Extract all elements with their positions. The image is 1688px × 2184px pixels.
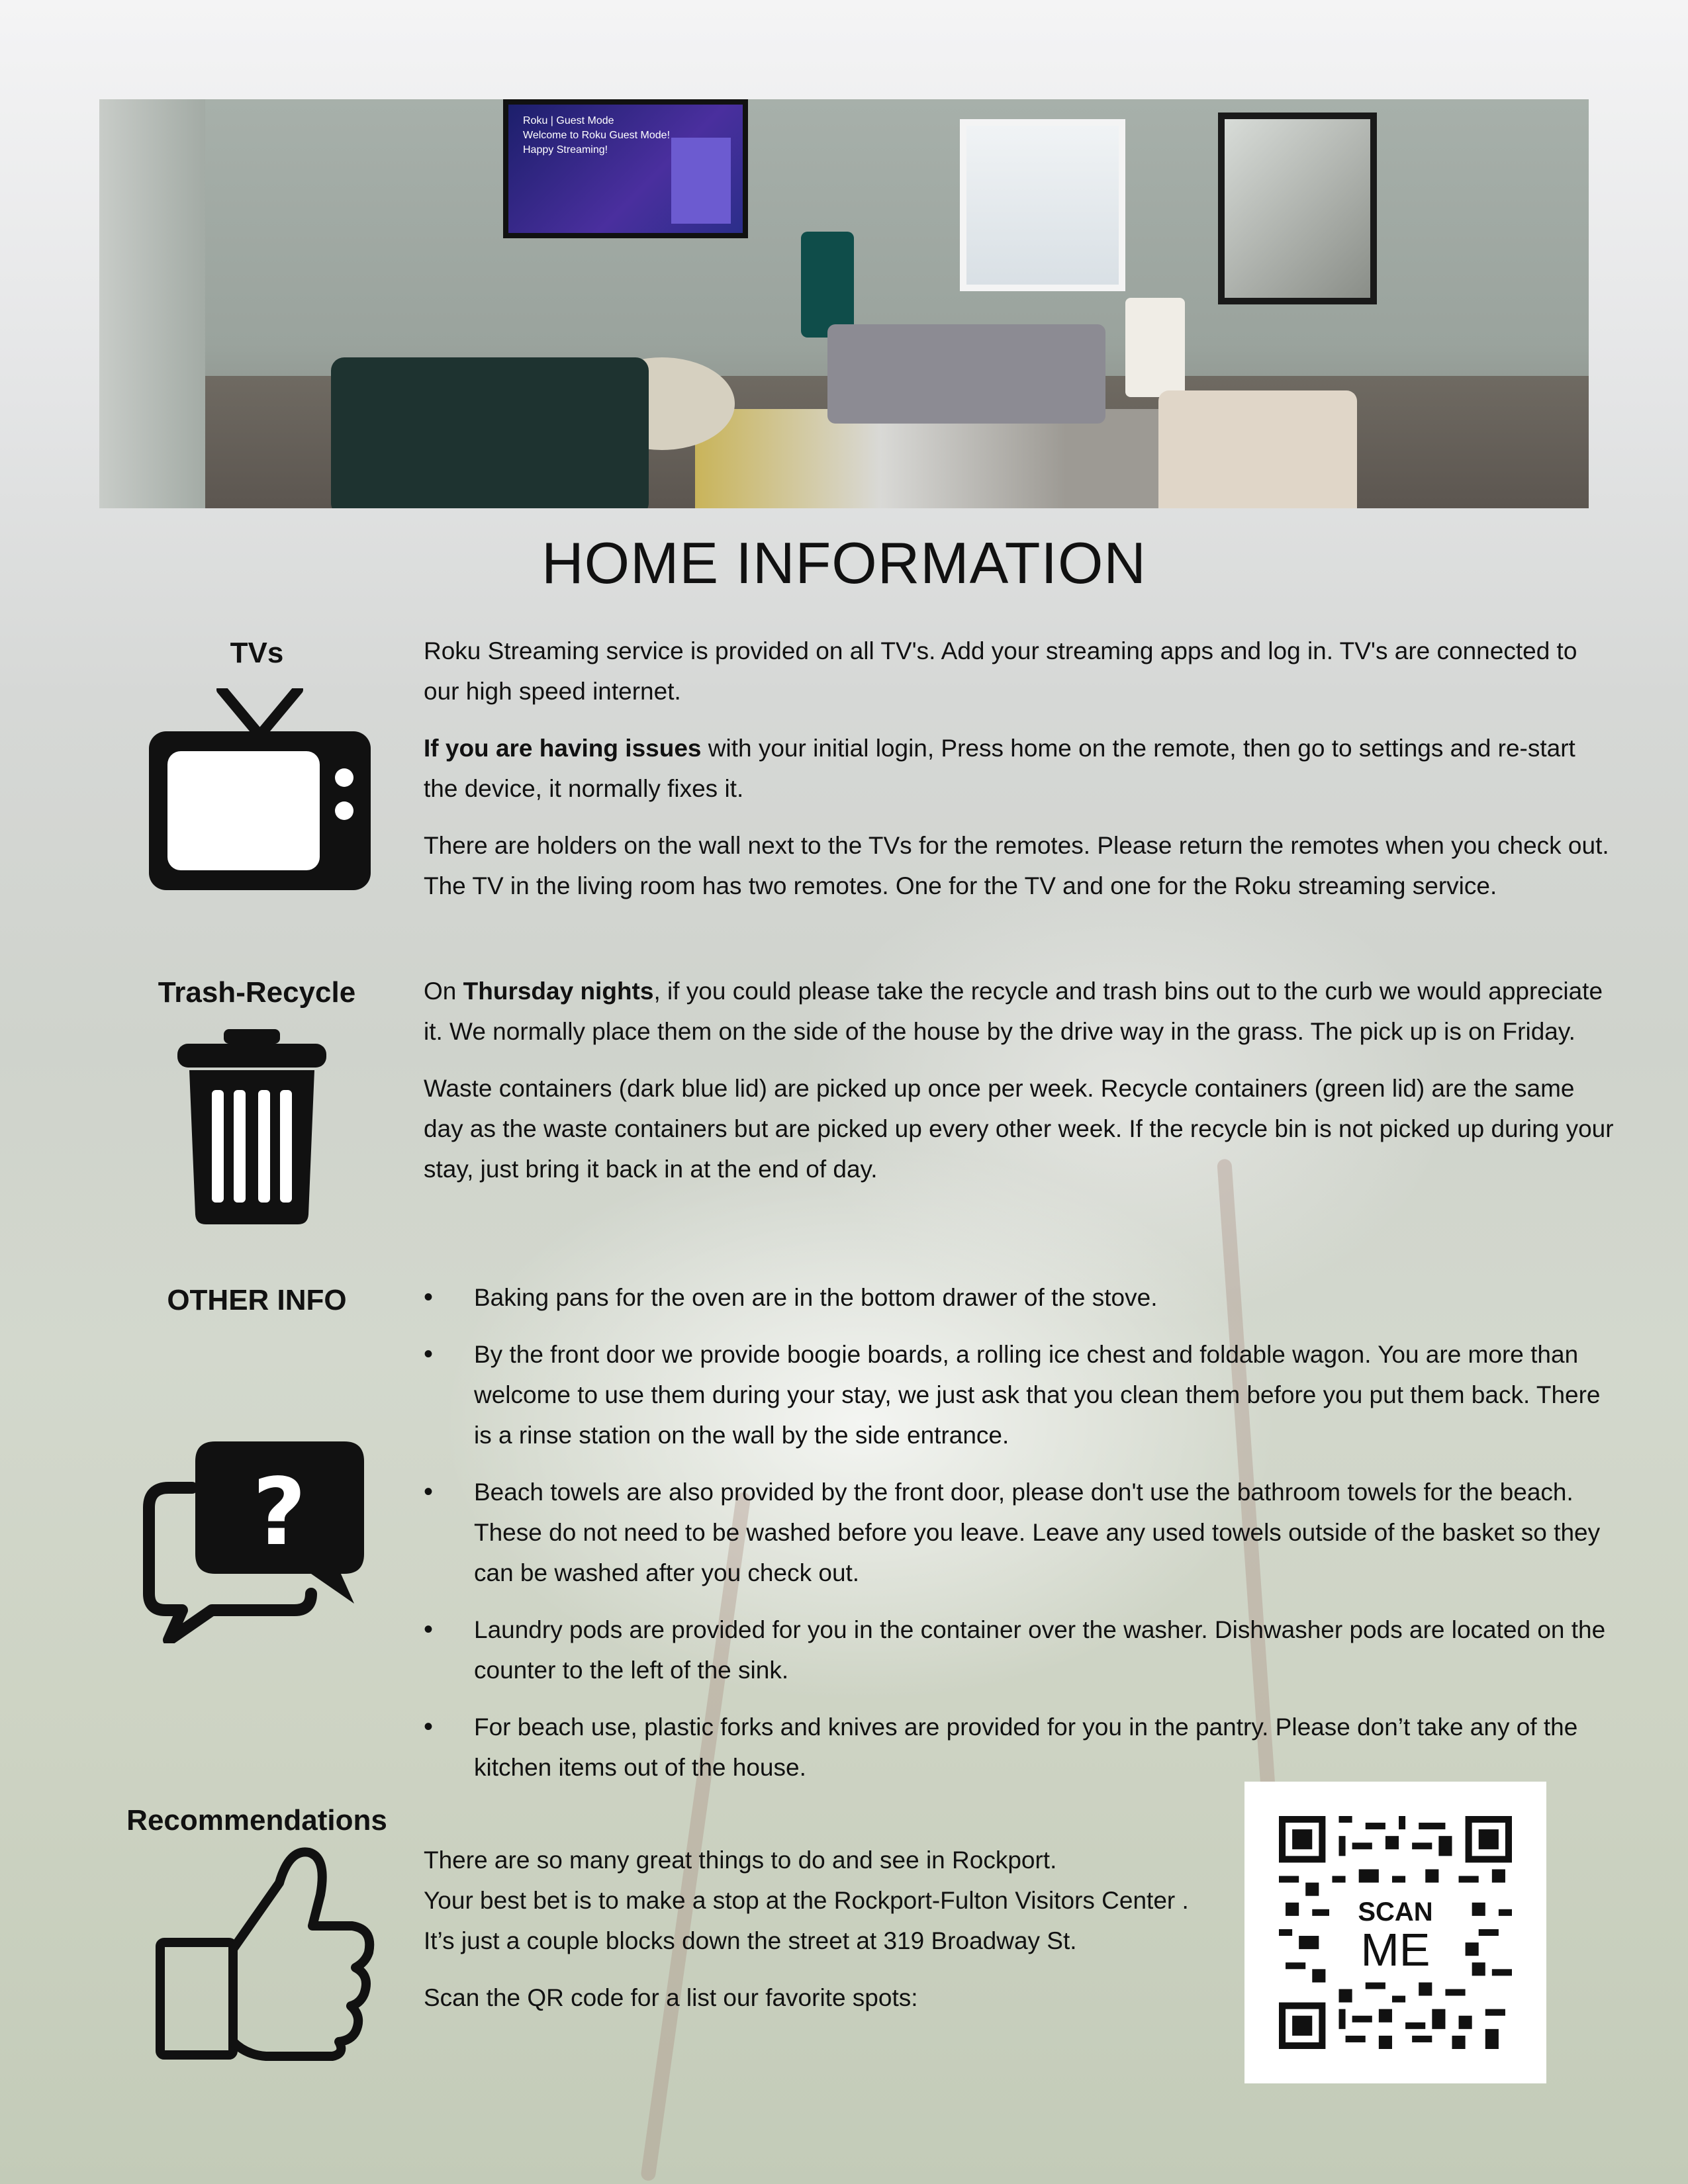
recommendations-lines: There are so many great things to do and see in Rockport. Your best bet is to make a stop at the Rockport-Fulton Visitors Center . It’s just a couple blocks down the street at 319 Broadway St. xyxy=(424,1846,1189,1954)
question-chat-icon xyxy=(142,1441,364,1647)
section-label-other-info: OTHER INFO xyxy=(167,1284,347,1316)
tvs-paragraph: If you are having issues with your initial login, Press home on the remote, then go to settings and re-start the device, it normally fixes it. xyxy=(424,735,1575,802)
hero-tv: Roku | Guest Mode Welcome to Roku Guest Mode! Happy Streaming! xyxy=(503,99,748,238)
tvs-paragraph: Roku Streaming service is provided on all TV's. Add your streaming apps and log in. TV's are connected to our high speed internet. xyxy=(424,637,1577,705)
section-label-tvs: TVs xyxy=(230,637,284,669)
trash-paragraph: On Thursday nights, if you could please take the recycle and trash bins out to the curb we would appreciate it. We normally place them on the side of the house by the drive way in the grass. The pick up is on Friday. xyxy=(424,978,1603,1045)
trash-text xyxy=(424,971,1615,1206)
trash-can-icon xyxy=(177,1029,326,1228)
list-item: • Baking pans for the oven are in the bottom drawer of the stove. xyxy=(424,1277,1615,1318)
list-item: • Laundry pods are provided for you in the container over the washer. Dishwasher pods are located on the counter to the left of the sink. xyxy=(424,1610,1615,1690)
tvs-paragraph: There are holders on the wall next to the TVs for the remotes. Please return the remotes when you check out. The TV in the living room has two remotes. One for the TV and one for the Roku streaming service. xyxy=(424,832,1609,899)
section-label-trash: Trash-Recycle xyxy=(158,976,356,1009)
thumbs-up-icon xyxy=(154,1843,379,2065)
page-title: HOME INFORMATION xyxy=(541,530,1147,596)
other-info-list xyxy=(424,1277,1615,1804)
list-item: • Beach towels are also provided by the front door, please don't use the bathroom towels for the beach. These do not need to be washed before you leave. Leave any used towels outside of the basket so they can be washed after you check out. xyxy=(424,1472,1615,1593)
tvs-text xyxy=(424,631,1615,923)
svg-text:?: ? xyxy=(252,1459,306,1567)
hero-photo xyxy=(99,99,1589,508)
qr-label: SCAN ME xyxy=(1358,1897,1433,1976)
list-item: • By the front door we provide boogie boards, a rolling ice chest and foldable wagon. You are more than welcome to use them during your stay, we just ask that you clean them before you put them back. There is a rinse station on the wall by the side entrance. xyxy=(424,1334,1615,1455)
list-item: • For beach use, plastic forks and knives are provided for you in the pantry. Please don’t take any of the kitchen items out of the house. xyxy=(424,1707,1615,1788)
tv-icon xyxy=(149,688,371,893)
qr-code[interactable] xyxy=(1244,1782,1546,2083)
trash-paragraph: Waste containers (dark blue lid) are picked up once per week. Recycle containers (green lid) are the same day as the waste containers but are picked up every other week. If the recycle bin is not picked up during your stay, just bring it back in at the end of day. xyxy=(424,1075,1614,1183)
recommendations-text xyxy=(424,1840,1251,2034)
section-label-recommendations: Recommendations xyxy=(126,1804,387,1837)
scan-instruction: Scan the QR code for a list our favorite spots: xyxy=(424,1984,918,2011)
